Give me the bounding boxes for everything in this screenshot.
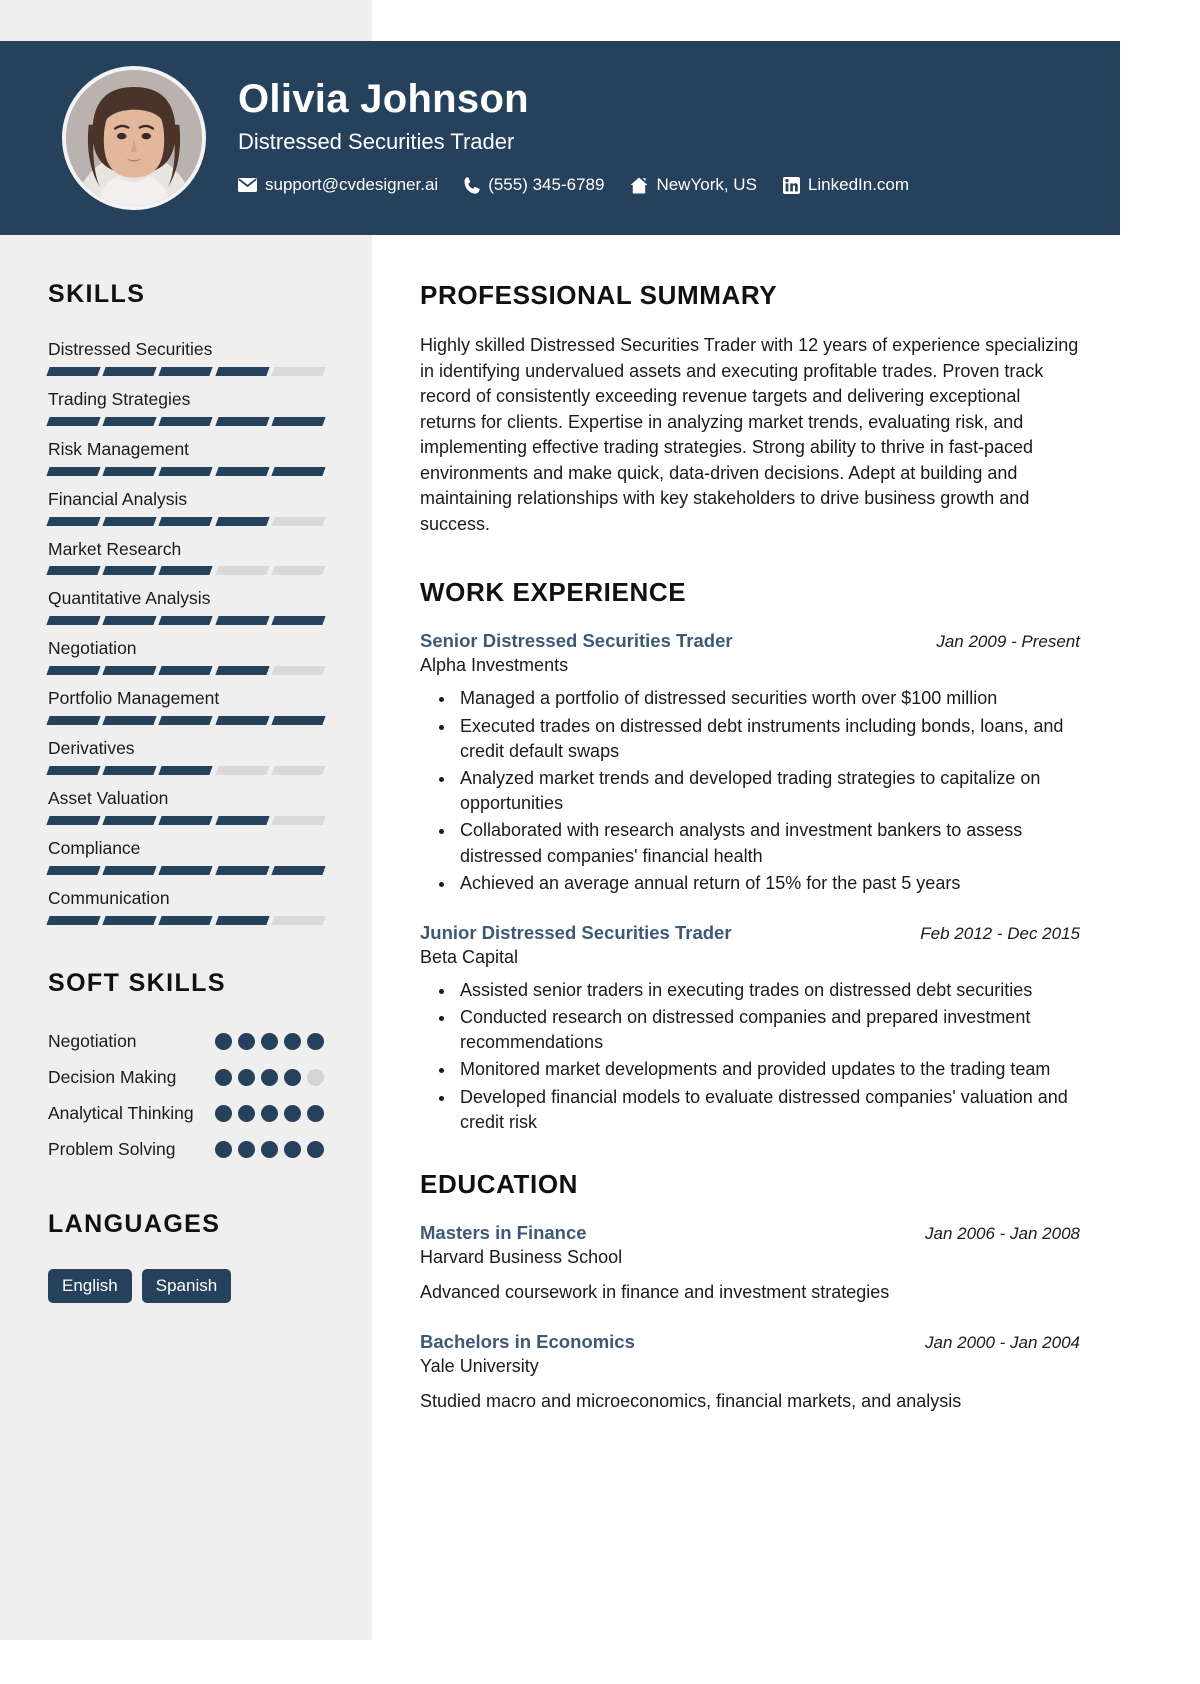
header-text-block bbox=[238, 77, 909, 199]
rating-dot bbox=[261, 1105, 278, 1122]
work-bullet-item: • Conducted research on distressed companies and prepared investment recommendations bbox=[456, 1005, 1080, 1055]
rating-dot bbox=[215, 1033, 232, 1050]
education-description: Advanced coursework in finance and investment strategies bbox=[420, 1282, 890, 1302]
work-bullet-item: • Managed a portfolio of distressed securities worth over $100 million bbox=[456, 686, 1080, 711]
contact-phone[interactable] bbox=[464, 175, 604, 195]
skill-row bbox=[48, 389, 324, 426]
skill-label: Negotiation bbox=[48, 638, 137, 659]
soft-skill-label: Negotiation bbox=[48, 1030, 137, 1051]
skill-bar-segment bbox=[215, 616, 269, 625]
skill-bar-segment bbox=[271, 467, 325, 476]
soft-skill-label: Problem Solving bbox=[48, 1138, 176, 1159]
skill-bar-segment bbox=[271, 417, 325, 426]
work-bullet-item: • Developed financial models to evaluate distressed companies' valuation and credit risk bbox=[456, 1085, 1080, 1135]
rating-dot bbox=[284, 1105, 301, 1122]
skill-bar-segment bbox=[46, 616, 100, 625]
skill-bar-segment bbox=[46, 417, 100, 426]
skill-row bbox=[48, 888, 324, 925]
skill-bar-segment bbox=[159, 616, 213, 625]
skill-row bbox=[48, 638, 324, 675]
skills-list bbox=[48, 339, 324, 925]
education-entry-list bbox=[420, 1222, 1080, 1414]
skill-bar-segment bbox=[46, 816, 100, 825]
education-description: Studied macro and microeconomics, financial markets, and analysis bbox=[420, 1391, 962, 1412]
work-entry bbox=[420, 922, 1080, 1135]
skill-level-bar bbox=[48, 766, 324, 775]
skill-label: Risk Management bbox=[48, 438, 190, 459]
skill-bar-segment bbox=[46, 916, 100, 925]
skill-label: Communication bbox=[48, 887, 170, 908]
skill-bar-segment bbox=[103, 367, 157, 376]
skill-label: Asset Valuation bbox=[48, 787, 169, 808]
skill-bar-segment bbox=[271, 766, 325, 775]
skill-row bbox=[48, 339, 324, 376]
contact-linkedin-text: LinkedIn.com bbox=[807, 175, 910, 194]
skill-level-bar bbox=[48, 616, 324, 625]
skill-bar-segment bbox=[159, 467, 213, 476]
work-bullet-list bbox=[420, 978, 1080, 1135]
skill-bar-segment bbox=[159, 666, 213, 675]
rating-dot bbox=[238, 1033, 255, 1050]
skill-row bbox=[48, 788, 324, 825]
skill-row bbox=[48, 539, 324, 576]
skill-bar-segment bbox=[159, 566, 213, 575]
skill-level-bar bbox=[48, 417, 324, 426]
skill-bar-segment bbox=[103, 467, 157, 476]
skill-bar-segment bbox=[103, 716, 157, 725]
skill-bar-segment bbox=[159, 916, 213, 925]
work-entry-header bbox=[420, 630, 1080, 652]
home-icon bbox=[630, 177, 648, 194]
work-experience-section bbox=[420, 577, 1080, 1135]
skill-bar-segment bbox=[271, 367, 325, 376]
skill-bar-segment bbox=[271, 716, 325, 725]
rating-dot bbox=[307, 1069, 324, 1086]
work-bullet-list bbox=[420, 686, 1080, 896]
contact-email[interactable] bbox=[238, 175, 438, 195]
skill-bar-segment bbox=[271, 916, 325, 925]
page-title: Olivia Johnson bbox=[238, 77, 529, 121]
education-entry-header bbox=[420, 1222, 1080, 1244]
skill-bar-segment bbox=[103, 866, 157, 875]
skill-label: Portfolio Management bbox=[48, 688, 220, 709]
work-section-heading: WORK EXPERIENCE bbox=[420, 577, 687, 608]
skill-bar-segment bbox=[103, 616, 157, 625]
contact-email-text: support@cvdesigner.ai bbox=[265, 175, 439, 194]
skill-row bbox=[48, 738, 324, 775]
skill-label: Distressed Securities bbox=[48, 339, 213, 359]
skill-level-bar bbox=[48, 467, 324, 476]
soft-skill-row bbox=[48, 1100, 324, 1128]
skill-level-bar bbox=[48, 866, 324, 875]
skill-bar-segment bbox=[103, 517, 157, 526]
skill-bar-segment bbox=[46, 666, 100, 675]
education-entry bbox=[420, 1222, 1080, 1305]
skill-bar-segment bbox=[159, 417, 213, 426]
contact-location-text: NewYork, US bbox=[656, 175, 757, 194]
contact-linkedin[interactable] bbox=[783, 175, 909, 195]
soft-skills-section-heading: SOFT SKILLS bbox=[48, 968, 226, 997]
work-entry-list bbox=[420, 630, 1080, 1135]
language-tag: English bbox=[48, 1269, 132, 1303]
skill-bar-segment bbox=[46, 367, 100, 376]
skill-bar-segment bbox=[215, 866, 269, 875]
main-column bbox=[420, 235, 1080, 1448]
skill-label: Financial Analysis bbox=[48, 488, 188, 509]
soft-skill-rating-dots bbox=[215, 1141, 324, 1158]
skill-row bbox=[48, 588, 324, 625]
skill-bar-segment bbox=[159, 367, 213, 376]
rating-dot bbox=[261, 1069, 278, 1086]
work-job-title: Junior Distressed Securities Trader bbox=[420, 921, 732, 943]
education-entry-header bbox=[420, 1331, 1080, 1353]
rating-dot bbox=[307, 1105, 324, 1122]
avatar bbox=[62, 66, 206, 210]
skill-bar-segment bbox=[215, 566, 269, 575]
work-bullet-item: • Monitored market developments and provided updates to the trading team bbox=[456, 1057, 1080, 1082]
skill-bar-segment bbox=[103, 916, 157, 925]
rating-dot bbox=[215, 1069, 232, 1086]
work-job-title: Senior Distressed Securities Trader bbox=[420, 630, 733, 652]
work-bullet-item: • Assisted senior traders in executing trades on distressed debt securities bbox=[456, 978, 1080, 1003]
skills-section-heading: SKILLS bbox=[48, 280, 146, 308]
education-date-range: Jan 2006 - Jan 2008 bbox=[924, 1224, 1080, 1243]
education-degree: Bachelors in Economics bbox=[420, 1331, 635, 1353]
skill-bar-segment bbox=[215, 417, 269, 426]
skill-level-bar bbox=[48, 916, 324, 925]
skill-bar-segment bbox=[103, 417, 157, 426]
skill-bar-segment bbox=[46, 566, 100, 575]
soft-skill-rating-dots bbox=[215, 1033, 324, 1050]
skill-label: Trading Strategies bbox=[48, 388, 191, 409]
skill-bar-segment bbox=[159, 866, 213, 875]
sidebar bbox=[0, 235, 372, 1303]
skill-row bbox=[48, 838, 324, 875]
education-section bbox=[420, 1169, 1080, 1414]
skill-level-bar bbox=[48, 716, 324, 725]
skill-label: Market Research bbox=[48, 538, 182, 559]
work-company-name: Alpha Investments bbox=[420, 655, 569, 676]
work-bullet-item: • Executed trades on distressed debt instruments including bonds, loans, and credit default swaps bbox=[456, 714, 1080, 764]
skill-row bbox=[48, 688, 324, 725]
contact-location[interactable] bbox=[630, 175, 756, 195]
skill-bar-segment bbox=[271, 866, 325, 875]
avatar-photo bbox=[66, 70, 202, 206]
rating-dot bbox=[284, 1069, 301, 1086]
rating-dot bbox=[284, 1141, 301, 1158]
soft-skill-rating-dots bbox=[215, 1105, 324, 1122]
soft-skills-list bbox=[48, 1028, 324, 1164]
rating-dot bbox=[215, 1105, 232, 1122]
soft-skills-section bbox=[48, 969, 324, 1164]
work-entry-header bbox=[420, 922, 1080, 944]
work-company-name: Beta Capital bbox=[420, 946, 519, 967]
summary-text: Highly skilled Distressed Securities Trader with 12 years of experience specializing in identifying undervalued assets and executing profitable trades. Proven track record of consistently exceeding revenue targets and delivering exceptional returns for clients. Expertise in analyzing market trends, evaluating risk, and implementing effective trading strategies. Strong ability to thrive in fast-paced environments and make quick, data-driven decisions. Adept at building and maintaining relationships with key stakeholders to drive business growth and success. bbox=[420, 335, 1079, 534]
rating-dot bbox=[238, 1141, 255, 1158]
skill-bar-segment bbox=[159, 517, 213, 526]
soft-skill-label: Decision Making bbox=[48, 1066, 177, 1087]
soft-skill-label: Analytical Thinking bbox=[48, 1102, 194, 1123]
skill-bar-segment bbox=[215, 467, 269, 476]
skill-level-bar bbox=[48, 666, 324, 675]
professional-summary-section bbox=[420, 280, 1080, 537]
work-bullet-item: • Achieved an average annual return of 15% for the past 5 years bbox=[456, 871, 1080, 896]
skill-bar-segment bbox=[103, 816, 157, 825]
skill-bar-segment bbox=[215, 916, 269, 925]
skill-level-bar bbox=[48, 816, 324, 825]
work-bullet-item: • Collaborated with research analysts and investment bankers to assess distressed companies' financial health bbox=[456, 818, 1080, 868]
rating-dot bbox=[261, 1141, 278, 1158]
skill-bar-segment bbox=[159, 716, 213, 725]
work-entry bbox=[420, 630, 1080, 896]
skill-bar-segment bbox=[215, 367, 269, 376]
skill-bar-segment bbox=[103, 666, 157, 675]
rating-dot bbox=[215, 1141, 232, 1158]
skill-bar-segment bbox=[271, 517, 325, 526]
skill-bar-segment bbox=[46, 517, 100, 526]
skill-bar-segment bbox=[103, 566, 157, 575]
summary-section-heading: PROFESSIONAL SUMMARY bbox=[420, 280, 778, 310]
work-date-range: Jan 2009 - Present bbox=[936, 632, 1080, 652]
education-entry bbox=[420, 1331, 1080, 1414]
rating-dot bbox=[307, 1141, 324, 1158]
contact-phone-text: (555) 345-6789 bbox=[488, 175, 605, 194]
skill-bar-segment bbox=[271, 616, 325, 625]
contact-row bbox=[238, 175, 909, 195]
skill-level-bar bbox=[48, 517, 324, 526]
skill-bar-segment bbox=[46, 467, 100, 476]
rating-dot bbox=[284, 1033, 301, 1050]
linkedin-icon bbox=[783, 177, 800, 194]
soft-skill-row bbox=[48, 1028, 324, 1056]
languages-section-heading: LANGUAGES bbox=[48, 1209, 221, 1238]
email-icon bbox=[238, 178, 257, 192]
education-section-heading: EDUCATION bbox=[420, 1169, 579, 1199]
education-date-range: Jan 2000 - Jan 2004 bbox=[924, 1333, 1080, 1353]
skill-label: Quantitative Analysis bbox=[48, 588, 211, 609]
skill-bar-segment bbox=[215, 766, 269, 775]
skill-bar-segment bbox=[271, 666, 325, 675]
rating-dot bbox=[238, 1069, 255, 1086]
language-tag-list bbox=[48, 1269, 324, 1303]
education-school-name: Yale University bbox=[420, 1356, 539, 1377]
job-role-subtitle: Distressed Securities Trader bbox=[238, 129, 515, 154]
skill-level-bar bbox=[48, 367, 324, 376]
rating-dot bbox=[261, 1033, 278, 1050]
phone-icon bbox=[464, 177, 480, 194]
skill-bar-segment bbox=[159, 816, 213, 825]
skill-label: Derivatives bbox=[48, 738, 135, 758]
skill-bar-segment bbox=[46, 866, 100, 875]
skill-bar-segment bbox=[103, 766, 157, 775]
skill-bar-segment bbox=[215, 816, 269, 825]
work-date-range: Feb 2012 - Dec 2015 bbox=[920, 923, 1080, 943]
skill-bar-segment bbox=[46, 716, 100, 725]
skill-bar-segment bbox=[215, 517, 269, 526]
rating-dot bbox=[238, 1105, 255, 1122]
work-bullet-item: • Analyzed market trends and developed trading strategies to capitalize on opportunities bbox=[456, 766, 1080, 816]
languages-section bbox=[48, 1210, 324, 1303]
skill-bar-segment bbox=[215, 666, 269, 675]
skill-bar-segment bbox=[271, 566, 325, 575]
rating-dot bbox=[307, 1033, 324, 1050]
soft-skill-row bbox=[48, 1064, 324, 1092]
skill-level-bar bbox=[48, 566, 324, 575]
skill-row bbox=[48, 489, 324, 526]
soft-skill-rating-dots bbox=[215, 1069, 324, 1086]
skill-label: Compliance bbox=[48, 837, 141, 858]
skill-row bbox=[48, 439, 324, 476]
education-school-name: Harvard Business School bbox=[420, 1247, 623, 1267]
skill-bar-segment bbox=[215, 716, 269, 725]
education-degree: Masters in Finance bbox=[420, 1222, 587, 1243]
resume-header bbox=[0, 41, 1120, 235]
skill-bar-segment bbox=[271, 816, 325, 825]
skill-bar-segment bbox=[159, 766, 213, 775]
language-tag: Spanish bbox=[142, 1269, 231, 1303]
soft-skill-row bbox=[48, 1136, 324, 1164]
skill-bar-segment bbox=[46, 766, 100, 775]
